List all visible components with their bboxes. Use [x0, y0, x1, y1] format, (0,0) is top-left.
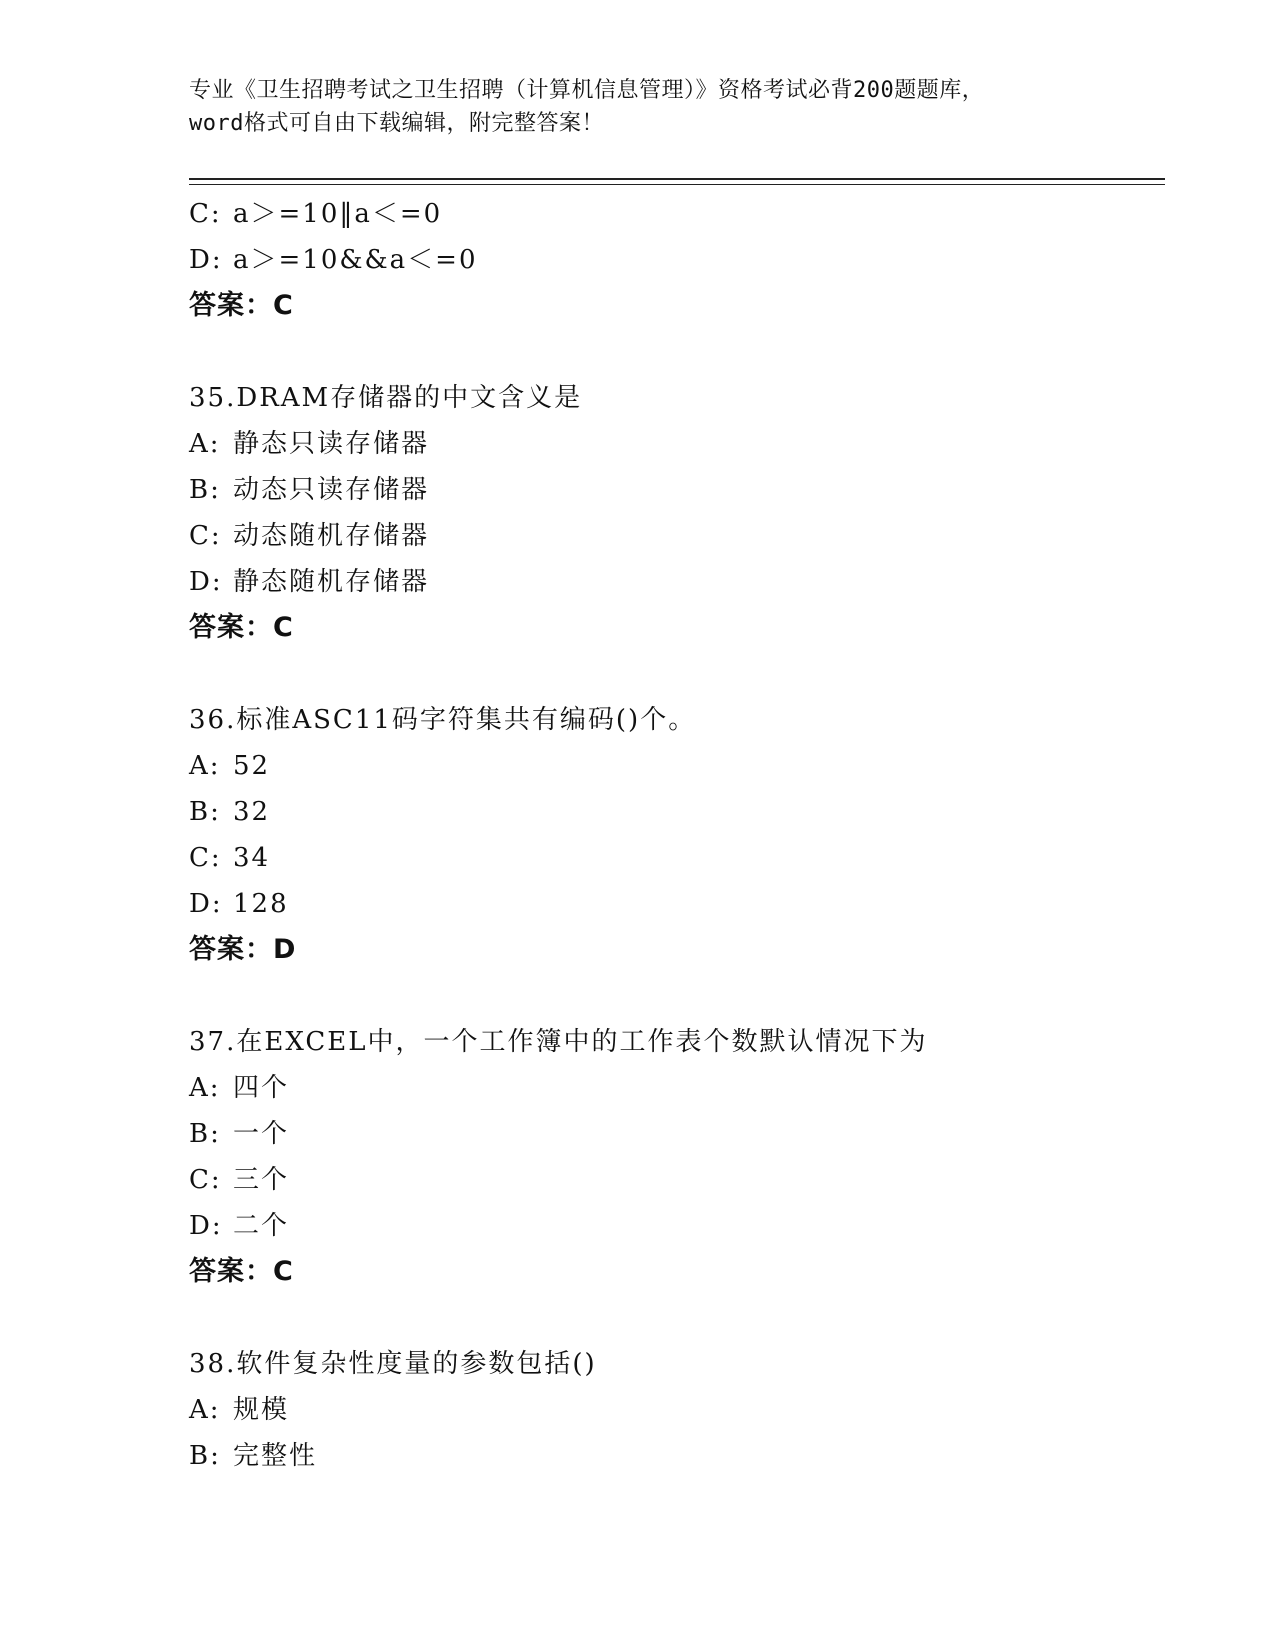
option-label: C:	[189, 843, 222, 873]
option-text: 动态随机存储器	[233, 521, 430, 551]
option-text: 一个	[233, 1119, 290, 1149]
q37-option-a	[189, 1065, 1169, 1111]
q38-option-a	[189, 1387, 1169, 1433]
option-text: 二个	[233, 1211, 290, 1241]
option-text: 静态只读存储器	[233, 429, 430, 459]
q36-answer: 答案：D	[189, 934, 297, 965]
spacer	[189, 329, 1169, 375]
option-text: 52	[233, 751, 271, 781]
option-text: 静态随机存储器	[233, 567, 430, 597]
q37-answer: 答案：C	[189, 1256, 294, 1287]
option-label: B:	[189, 475, 221, 505]
q34-answer: 答案：C	[189, 290, 294, 321]
spacer	[189, 973, 1169, 1019]
option-label: C:	[189, 521, 222, 551]
q36-option-d	[189, 881, 1169, 927]
option-label: A:	[189, 751, 221, 781]
q35-option-a	[189, 421, 1169, 467]
option-label: C:	[189, 199, 222, 229]
option-label: D:	[189, 567, 223, 597]
option-text: 动态只读存储器	[233, 475, 430, 505]
option-label: D:	[189, 889, 223, 919]
q35-option-b	[189, 467, 1169, 513]
option-label: D:	[189, 245, 223, 275]
q37-option-d	[189, 1203, 1169, 1249]
option-label: B:	[189, 1119, 221, 1149]
option-text: 34	[233, 843, 271, 873]
option-text: 完整性	[233, 1441, 318, 1471]
q35-answer: 答案：C	[189, 612, 294, 643]
q36-option-a	[189, 743, 1169, 789]
q36-question: 36.标准ASC11码字符集共有编码()个。	[189, 705, 697, 735]
option-label: C:	[189, 1165, 222, 1195]
spacer	[189, 1295, 1169, 1341]
option-label: A:	[189, 1395, 221, 1425]
option-label: D:	[189, 1211, 223, 1241]
spacer	[189, 651, 1169, 697]
q35-option-c	[189, 513, 1169, 559]
option-text: a＞=10‖a＜=0	[233, 199, 443, 229]
header-title-line-2: word格式可自由下载编辑，附完整答案！	[189, 111, 604, 136]
q37-option-b	[189, 1111, 1169, 1157]
q36-option-b	[189, 789, 1169, 835]
option-text: 三个	[233, 1165, 290, 1195]
option-text: 128	[233, 889, 289, 919]
option-text: 规模	[233, 1395, 290, 1425]
header-title-line-1: 专业《卫生招聘考试之卫生招聘（计算机信息管理）》资格考试必背200题题库，	[189, 78, 985, 103]
q38-question: 38.软件复杂性度量的参数包括()	[189, 1349, 597, 1379]
q37-option-c	[189, 1157, 1169, 1203]
q35-question: 35.DRAM存储器的中文含义是	[189, 383, 583, 413]
header-divider-thin	[189, 184, 1165, 185]
header-divider-thick	[189, 178, 1165, 180]
option-label: B:	[189, 797, 221, 827]
document-header	[189, 74, 1169, 140]
q34-option-c	[189, 191, 1169, 237]
option-text: a＞=10&&a＜=0	[233, 245, 478, 275]
option-label: B:	[189, 1441, 221, 1471]
option-text: 四个	[233, 1073, 290, 1103]
q36-option-c	[189, 835, 1169, 881]
q34-option-d	[189, 237, 1169, 283]
option-label: A:	[189, 429, 221, 459]
q37-question: 37.在EXCEL中，一个工作簿中的工作表个数默认情况下为	[189, 1027, 928, 1057]
option-label: A:	[189, 1073, 221, 1103]
q35-option-d	[189, 559, 1169, 605]
question-list	[189, 191, 1169, 1479]
option-text: 32	[233, 797, 271, 827]
q38-option-b	[189, 1433, 1169, 1479]
